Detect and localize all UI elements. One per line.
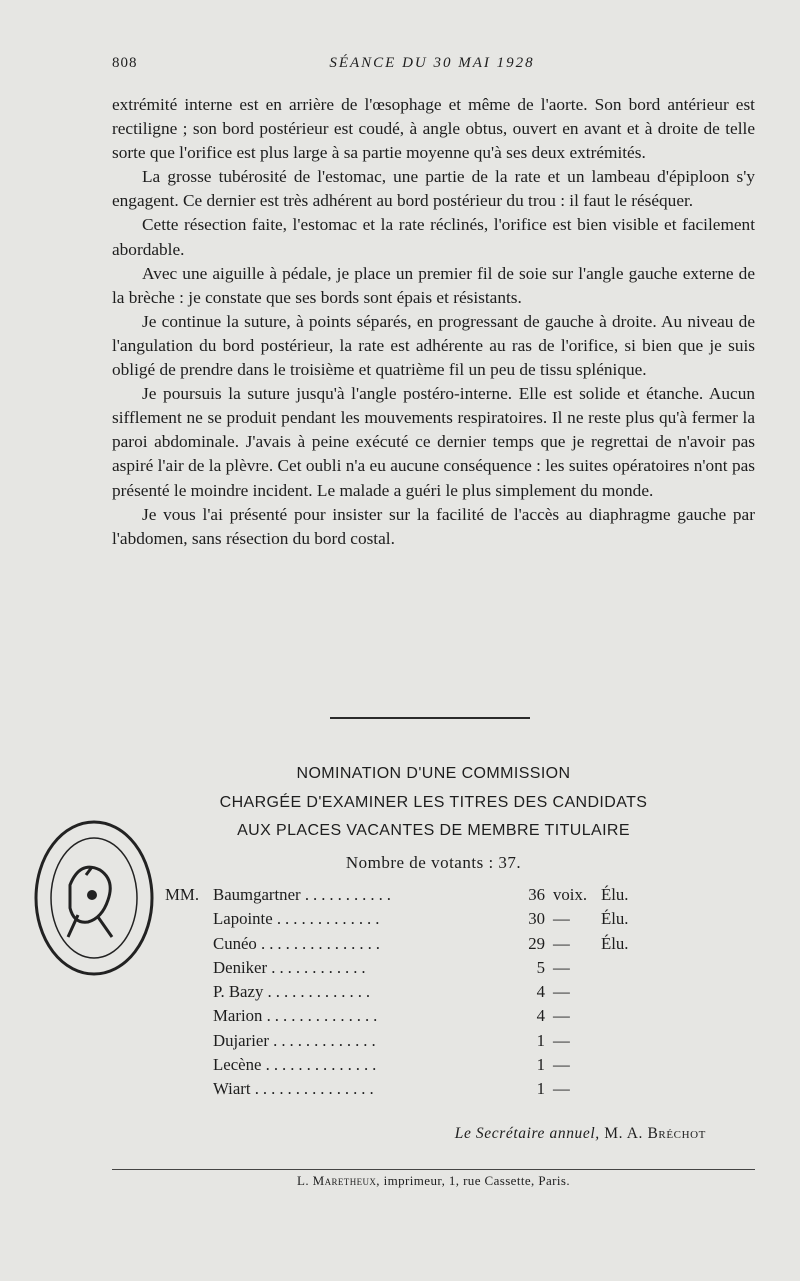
vote-count: 1 bbox=[536, 1079, 545, 1099]
printer-name: L. Maretheux, bbox=[297, 1173, 380, 1188]
dot-leader: ............... bbox=[254, 1079, 378, 1099]
candidate-name: P. Bazy bbox=[213, 982, 264, 1002]
vote-count: 4 bbox=[536, 982, 545, 1002]
vote-unit: — bbox=[553, 909, 570, 929]
section-heading bbox=[112, 760, 755, 846]
candidate-name: Lecène bbox=[213, 1055, 262, 1075]
candidate-name: Wiart bbox=[213, 1079, 251, 1099]
result-row bbox=[165, 1029, 665, 1053]
paragraph: Je poursuis la suture jusqu'à l'angle postéro-interne. Elle est solide et étanche. Aucun sifflement ne se produit pendant les mouvements respiratoires. Il ne reste plus qu'à fermer la paroi abdominale. J'avais à peine exécuté ce dernier temps que je regrettai de n'avoir pas aspiré l'air de la plèvre. Cet oubli n'a eu aucune conséquence : les suites opératoires n'ont pas présenté le moindre incident. Le malade a guéri le plus simplement du monde. bbox=[112, 384, 755, 500]
page-number: 808 bbox=[112, 55, 138, 71]
footer-divider bbox=[112, 1169, 755, 1170]
vote-count: 36 bbox=[528, 885, 545, 904]
signature bbox=[112, 1125, 706, 1143]
candidate-name: Lapointe bbox=[213, 909, 273, 929]
result-row bbox=[165, 932, 665, 956]
result-row bbox=[165, 883, 665, 907]
paragraph: La grosse tubérosité de l'estomac, une partie de la rate et un lambeau d'épiploon s'y engagent. Ce dernier est très adhérent au bord postérieur du trou : il faut le réséquer. bbox=[112, 167, 755, 211]
vote-unit: — bbox=[553, 933, 570, 953]
heading-line: AUX PLACES VACANTES DE MEMBRE TITULAIRE bbox=[237, 822, 630, 839]
dot-leader: ............. bbox=[273, 1030, 380, 1050]
paragraph: extrémité interne est en arrière de l'œsophage et même de l'aorte. Son bord antérieur est rectiligne ; son bord postérieur est coudé, à angle obtus, ouvert en avant et à droite de telle sorte que l'orifice est plus large à sa partie moyenne qu'à ses deux extrémités. bbox=[112, 95, 755, 163]
body-text bbox=[112, 93, 755, 551]
paragraph: Avec une aiguille à pédale, je place un premier fil de soie sur l'angle gauche externe de la brèche : je constate que ses bords sont épais et résistants. bbox=[112, 263, 755, 307]
vote-count: 1 bbox=[536, 1030, 545, 1050]
dot-leader: ............. bbox=[276, 909, 384, 929]
vote-unit: — bbox=[553, 1079, 570, 1099]
candidate-name: Marion bbox=[213, 1006, 263, 1026]
vote-unit: — bbox=[553, 1030, 570, 1050]
paragraph: Je continue la suture, à points séparés, en progressant de gauche à droite. Au niveau de l'angulation du bord postérieur, la rate est adhérente au ras de l'orifice, si bien que je suis obligé de prendre dans le troisième et quatrième fil un peu de tissu splénique. bbox=[112, 311, 755, 380]
signature-name: M. A. Bréchot bbox=[604, 1125, 706, 1142]
dot-leader: ............. bbox=[267, 982, 375, 1002]
paragraph: Je vous l'ai présenté pour insister sur la facilité de l'accès au diaphragme gauche par l'abdomen, sans résection du bord costal. bbox=[112, 504, 755, 548]
vote-unit: — bbox=[553, 1006, 570, 1026]
result-status: Élu. bbox=[601, 909, 629, 929]
vote-count: 5 bbox=[536, 957, 545, 977]
paragraph: Cette résection faite, l'estomac et la rate réclinés, l'orifice est bien visible et facilement abordable. bbox=[112, 215, 755, 259]
dot-leader: .............. bbox=[265, 1055, 381, 1075]
vote-results bbox=[165, 883, 665, 1102]
candidate-name: Deniker bbox=[213, 957, 268, 977]
result-status: Élu. bbox=[601, 885, 629, 904]
candidate-name: Cunéo bbox=[213, 933, 257, 953]
vote-count: 4 bbox=[536, 1006, 545, 1026]
printer-address: imprimeur, 1, rue Cassette, Paris. bbox=[383, 1173, 570, 1188]
result-row bbox=[165, 907, 665, 931]
signature-role: Le Secrétaire annuel, bbox=[454, 1125, 600, 1142]
library-stamp-icon bbox=[30, 815, 158, 981]
result-row bbox=[165, 1004, 665, 1028]
printer-imprint bbox=[112, 1173, 755, 1189]
voters-count: Nombre de votants : 37. bbox=[345, 853, 522, 872]
result-row bbox=[165, 1077, 665, 1101]
page-header bbox=[112, 55, 752, 79]
heading-line: CHARGÉE D'EXAMINER LES TITRES DES CANDIDATS bbox=[219, 793, 648, 811]
result-row bbox=[165, 1053, 665, 1077]
vote-count: 1 bbox=[536, 1055, 545, 1075]
vote-count: 30 bbox=[528, 909, 545, 929]
result-row bbox=[165, 956, 665, 980]
vote-unit: — bbox=[553, 982, 570, 1002]
candidate-name: Dujarier bbox=[213, 1030, 269, 1050]
result-status: Élu. bbox=[601, 933, 629, 953]
mm-label: MM. bbox=[165, 885, 200, 904]
running-title: SÉANCE DU 30 MAI 1928 bbox=[329, 55, 535, 71]
candidate-name: Baumgartner bbox=[213, 885, 301, 904]
vote-count: 29 bbox=[528, 933, 545, 953]
section-divider bbox=[330, 717, 530, 719]
dot-leader: ........... bbox=[304, 885, 395, 904]
vote-unit: — bbox=[553, 957, 570, 977]
result-row bbox=[165, 980, 665, 1004]
vote-unit: — bbox=[553, 1055, 570, 1075]
heading-line: NOMINATION D'UNE COMMISSION bbox=[296, 765, 571, 782]
dot-leader: .............. bbox=[266, 1006, 382, 1026]
vote-unit: voix. bbox=[553, 885, 588, 904]
dot-leader: ............ bbox=[271, 957, 370, 977]
dot-leader: ............... bbox=[261, 933, 384, 953]
